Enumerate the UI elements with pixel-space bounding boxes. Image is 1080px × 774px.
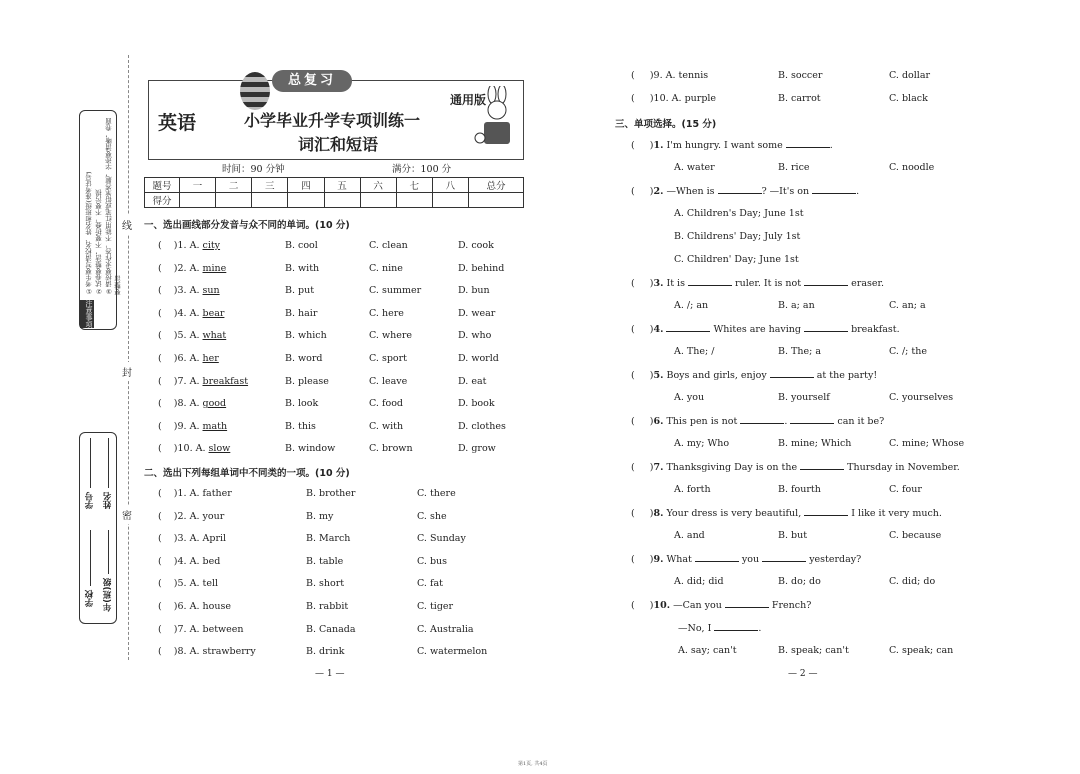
s1-option-b: B. which — [285, 330, 327, 342]
s2-option-c: C. Australia — [417, 623, 474, 635]
s2-option-c: C. tiger — [417, 601, 454, 612]
s1-option-c: C. brown — [369, 443, 413, 455]
s2-question: ( )3. A. April — [158, 533, 227, 545]
s1-option-c: C. with — [369, 420, 404, 432]
s1-question: ( )9. A. math — [158, 420, 228, 432]
page-number-2: — 2 — — [788, 669, 818, 679]
s2-question: ( )2. A. your — [158, 510, 225, 522]
s1-option-d: D. who — [458, 330, 492, 342]
s1-option-c: C. leave — [369, 375, 408, 387]
s3-q4: ( )4. Whites are having breakfast. — [631, 324, 900, 335]
s1-option-b: B. look — [285, 398, 319, 410]
s1-question: ( )6. A. her — [158, 353, 219, 364]
binding-mark-top: 线 — [122, 215, 132, 234]
exam-title: 小学毕业升学专项训练一 — [244, 111, 421, 130]
s2-option-b: B. rabbit — [306, 601, 349, 612]
s1-option-b: B. word — [285, 353, 323, 364]
page-number-1: — 1 — — [315, 669, 345, 679]
s3-q8: ( )8. Your dress is very beautiful, I like it very much. — [631, 508, 942, 519]
student-id-label: 学号 — [85, 492, 95, 509]
s2-question: ( )1. A. father — [158, 488, 232, 499]
s1-option-d: D. eat — [458, 375, 487, 387]
s1-option-c: C. sport — [369, 353, 408, 364]
bee-icon — [240, 72, 270, 110]
section1-title: 一、选出画线部分发音与众不同的单词。(10 分) — [144, 220, 350, 231]
s3-q10-line2: —No, I . — [678, 623, 762, 634]
s2-question: ( )7. A. between — [158, 623, 244, 635]
s2-option-c: C. dollar — [889, 70, 931, 81]
s2-option-b: B. Canada — [306, 623, 356, 635]
s2-option-c: C. fat — [417, 578, 443, 590]
notice-line-3: ③请按要求作答，不能用红笔或铅笔答题，字迹要清晰，卷面要整洁 — [105, 118, 122, 295]
notice-line-1: ①考生要写清校名、姓名和班级(准考证号) — [85, 171, 93, 295]
s3-q6: ( )6. This pen is not . can it be? — [631, 416, 885, 427]
s2-option-c: C. there — [417, 488, 456, 499]
s1-option-c: C. where — [369, 330, 413, 342]
notice-title: 注意事项 — [80, 300, 94, 328]
s1-option-b: B. hair — [285, 307, 318, 319]
s3-q2: ( )2. —When is ? —It's on . — [631, 186, 860, 197]
s1-option-d: D. behind — [458, 262, 505, 274]
s2-option-b: B. my — [306, 510, 334, 522]
s1-option-b: B. put — [285, 285, 315, 297]
binding-mark-bottom: 密 — [122, 505, 132, 524]
s2-option-c: C. black — [889, 93, 928, 104]
s2-question: ( )4. A. bed — [158, 555, 221, 567]
s2-question: ( )5. A. tell — [158, 578, 219, 590]
s1-question: ( )4. A. bear — [158, 307, 225, 319]
rabbit-icon — [474, 86, 516, 148]
name-label: 姓名 — [103, 492, 113, 509]
class-label: 年(班)级 — [103, 578, 113, 612]
binding-mark-mid: 封 — [122, 362, 132, 381]
section2-title: 二、选出下列每组单词中不同类的一项。(10 分) — [144, 468, 350, 479]
s2-option-b: B. March — [306, 533, 351, 545]
binding-line — [128, 55, 129, 660]
s3-q7: ( )7. Thanksgiving Day is on the Thursday in November. — [631, 462, 960, 473]
notice-line-2: ②试卷要整洁，不要折叠，不要污损 — [95, 189, 103, 295]
s1-question: ( )10. A. slow — [158, 443, 231, 455]
s1-option-b: B. please — [285, 375, 329, 387]
s2-option-b: B. brother — [306, 488, 356, 499]
s1-option-d: D. grow — [458, 443, 496, 455]
s1-option-c: C. food — [369, 398, 404, 410]
s2-question: ( )10. A. purple — [631, 93, 717, 104]
s1-option-b: B. cool — [285, 240, 318, 251]
s1-option-d: D. wear — [458, 307, 496, 319]
section3-title: 三、单项选择。(15 分) — [615, 119, 717, 130]
s1-option-d: D. world — [458, 353, 499, 364]
s2-option-b: B. carrot — [778, 93, 821, 104]
s2-option-c: C. Sunday — [417, 533, 466, 545]
s2-option-b: B. short — [306, 578, 345, 590]
s2-question: ( )6. A. house — [158, 601, 231, 612]
s1-option-c: C. nine — [369, 262, 403, 274]
school-label: 学校 — [85, 590, 95, 607]
s1-question: ( )8. A. good — [158, 398, 227, 410]
s3-q5: ( )5. Boys and girls, enjoy at the party! — [631, 370, 878, 381]
s1-question: ( )3. A. sun — [158, 285, 220, 297]
s3-q1: ( )1. I'm hungry. I want some . — [631, 140, 833, 151]
s1-option-c: C. here — [369, 307, 404, 319]
s2-option-c: C. bus — [417, 555, 448, 567]
s3-q9: ( )9. What you yesterday? — [631, 554, 862, 565]
s1-question: ( )5. A. what — [158, 330, 227, 342]
s3-q3: ( )3. It is ruler. It is not eraser. — [631, 278, 884, 289]
s2-question: ( )9. A. tennis — [631, 70, 709, 81]
review-badge: 总复习 — [272, 70, 352, 92]
s2-option-b: B. table — [306, 555, 344, 567]
subject-title: 英语 — [158, 112, 197, 134]
s1-option-d: D. bun — [458, 285, 490, 297]
s2-option-c: C. she — [417, 510, 447, 522]
s2-option-b: B. soccer — [778, 70, 823, 81]
s1-option-c: C. clean — [369, 240, 408, 251]
s1-option-d: D. book — [458, 398, 495, 410]
s1-option-d: D. clothes — [458, 420, 506, 432]
s2-option-b: B. drink — [306, 646, 345, 658]
s1-option-b: B. with — [285, 262, 320, 274]
page-footer: 第1页, 共4页 — [518, 761, 548, 767]
s1-question: ( )1. A. city — [158, 240, 221, 251]
s1-option-b: B. this — [285, 420, 316, 432]
s2-option-c: C. watermelon — [417, 646, 488, 658]
s1-question: ( )7. A. breakfast — [158, 375, 249, 387]
score-table: 题号 一 二 三 四 五 六 七 八 总分 得分 — [144, 177, 524, 208]
s1-option-c: C. summer — [369, 285, 422, 297]
s2-question: ( )8. A. strawberry — [158, 646, 256, 658]
s1-option-b: B. window — [285, 443, 336, 455]
s3-q10: ( )10. —Can you French? — [631, 600, 812, 611]
exam-subtitle: 词汇和短语 — [298, 135, 379, 154]
time-limit: 时间：90 分钟 — [222, 164, 285, 175]
full-score: 满分：100 分 — [392, 164, 452, 175]
s1-question: ( )2. A. mine — [158, 262, 227, 274]
s1-option-d: D. cook — [458, 240, 494, 251]
edition-label: 通用版 — [450, 93, 487, 107]
